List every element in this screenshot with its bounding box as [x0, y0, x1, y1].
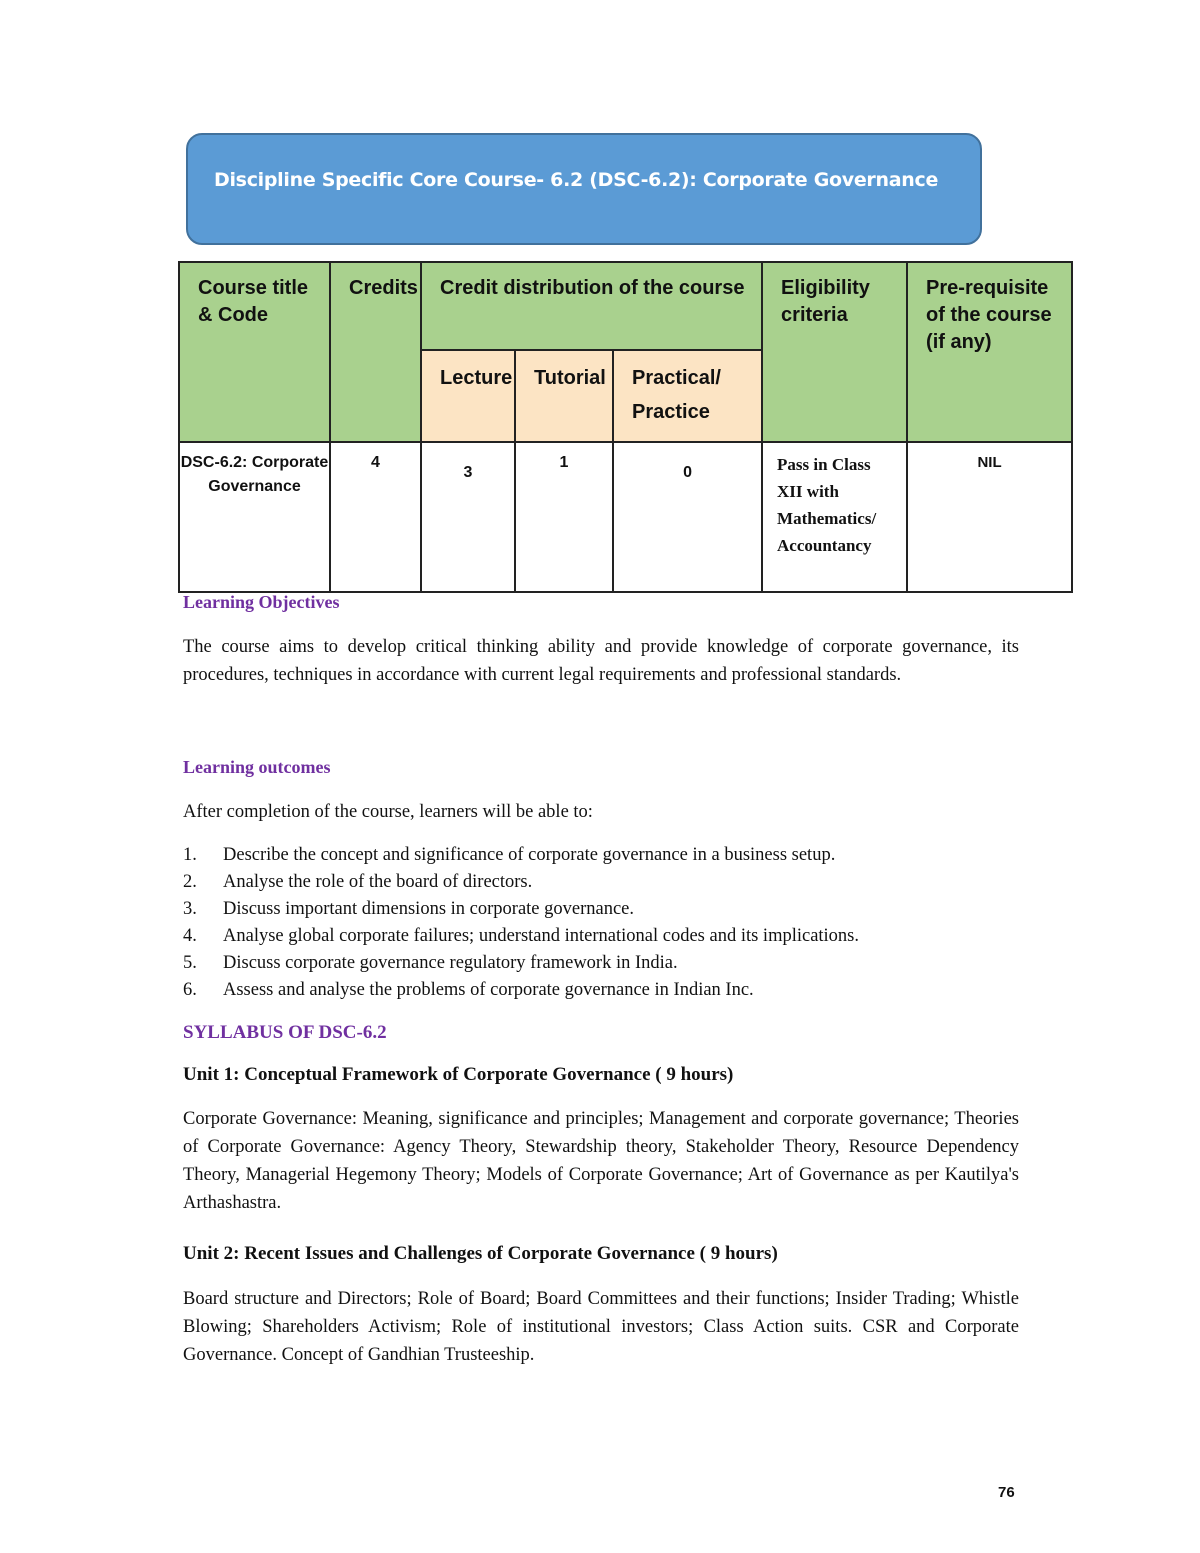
list-item: 6. Assess and analyse the problems of corporate governance in Indian Inc. [183, 980, 754, 1000]
cell-tutorial: 1 [515, 442, 613, 592]
unit2-text: Board structure and Directors; Role of Board; Board Committees and their functions; Insider Trading; Whistle Blowing; Shareholders Activism; Role of institutional investors; Class Action suits. CSR and Corporate Governance. Concept of Gandhian Trusteeship. [183, 1289, 1019, 1365]
unit1-text: Corporate Governance: Meaning, significance and principles; Management and corporate governance; Theories of Corporate Governance: Agency Theory, Stewardship theory, Stakeholder Theory, Resource Dependency Theory, Managerial Hegemony Theory; Models of Corporate Governance; Art of Governance as per Kautilya's Arthashastra. [183, 1109, 1019, 1213]
table-row [179, 442, 1072, 592]
header-lecture: Lecture [421, 350, 515, 442]
list-item: 2. Analyse the role of the board of directors. [183, 872, 533, 892]
header-credits: Credits [330, 262, 421, 442]
syllabus-heading: SYLLABUS OF DSC-6.2 [183, 1022, 387, 1043]
cell-eligibility: Pass in Class XII with Mathematics/ Accountancy [762, 442, 907, 592]
unit1-title: Unit 1: Conceptual Framework of Corporate Governance ( 9 hours) [183, 1064, 734, 1085]
learning-objectives-heading: Learning Objectives [183, 592, 340, 612]
learning-outcomes-list [183, 842, 1023, 1004]
learning-objectives-text: The course aims to develop critical thinking ability and provide knowledge of corporate governance, its procedures, techniques in accordance with current legal requirements and professional standards. [183, 637, 1019, 685]
header-tutorial: Tutorial [515, 350, 613, 442]
course-banner [186, 133, 982, 245]
course-details-table [178, 261, 1073, 593]
cell-prerequisite: NIL [907, 442, 1072, 592]
unit2-title: Unit 2: Recent Issues and Challenges of Corporate Governance ( 9 hours) [183, 1243, 778, 1264]
learning-outcomes-heading: Learning outcomes [183, 757, 331, 777]
header-course-title: Course title & Code [179, 262, 330, 442]
cell-course-code: DSC-6.2: Corporate Governance [179, 442, 330, 592]
course-banner-title: Discipline Specific Core Course- 6.2 (DSC-6.2): Corporate Governance [214, 169, 939, 191]
list-item: 1. Describe the concept and significance of corporate governance in a business setup. [183, 845, 836, 865]
header-practical: Practical/ Practice [613, 350, 762, 442]
list-item: 5. Discuss corporate governance regulatory framework in India. [183, 953, 678, 973]
cell-practical: 0 [613, 442, 762, 592]
header-credit-distribution: Credit distribution of the course [421, 262, 762, 350]
learning-outcomes-intro: After completion of the course, learners will be able to: [183, 802, 593, 822]
list-item: 4. Analyse global corporate failures; understand international codes and its implications. [183, 926, 860, 946]
cell-credits: 4 [330, 442, 421, 592]
page-number: 76 [998, 1484, 1015, 1501]
list-item: 3. Discuss important dimensions in corporate governance. [183, 899, 635, 919]
cell-lecture: 3 [421, 442, 515, 592]
header-eligibility: Eligibility criteria [762, 262, 907, 442]
header-prerequisite: Pre-requisite of the course (if any) [907, 262, 1072, 442]
